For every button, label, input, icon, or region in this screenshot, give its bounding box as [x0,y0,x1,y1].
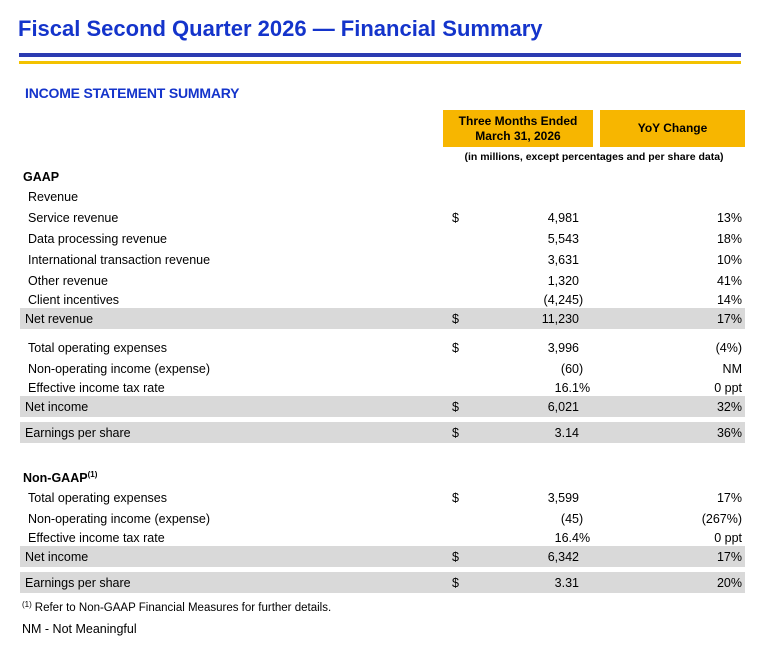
yoy-value: 18% [716,231,742,246]
amount-value: (60 [560,361,579,376]
non-gaap-heading-text: Non-GAAP [23,471,88,485]
row-label: Earnings per share [25,425,131,440]
period-header-line1: Three Months Ended [458,114,578,128]
column-header-period [443,110,593,147]
yoy-value: 13% [716,210,742,225]
row-non-operating-income [20,358,745,379]
dollar-sign: $ [452,490,459,505]
page-title: Fiscal Second Quarter 2026 — Financial Summary [18,16,543,41]
amount-suffix: ) [579,511,584,526]
footnote-1 [22,600,331,614]
column-header-yoy: YoY Change [600,110,745,147]
amount-suffix: ) [579,292,584,307]
yoy-value: 14% [716,292,742,307]
row-label: Earnings per share [25,575,131,590]
dollar-sign: $ [452,311,459,326]
yoy-value: 32% [716,399,742,414]
row-revenue [20,186,745,207]
row-net-income [20,396,745,417]
amount-value: (4,245 [543,292,579,307]
row-label: Effective income tax rate [28,530,165,545]
row-label: Revenue [28,189,79,204]
row-label: Data processing revenue [28,231,167,246]
yoy-value: NM [722,361,742,376]
amount-value: 3.14 [554,425,579,440]
income-statement-table [20,165,745,593]
amount-value: 6,021 [547,399,579,414]
amount-value: 3,996 [547,340,579,355]
title-rule-blue [19,53,741,57]
row-ng-earnings-per-share [20,572,745,593]
amount-value: 6,342 [547,549,579,564]
title-rule-gold [19,61,741,64]
row-client-incentives [20,291,745,308]
row-ng-total-operating-expenses [20,487,745,508]
yoy-value: 20% [716,575,742,590]
amount-value: 5,543 [547,231,579,246]
row-label: Client incentives [28,292,120,307]
yoy-value: 0 ppt [714,380,742,395]
gaap-heading-label [20,167,445,184]
amount-suffix: ) [579,361,584,376]
row-label: Service revenue [28,210,119,225]
yoy-value: 10% [716,252,742,267]
amount-value: 3,599 [547,490,579,505]
amount-value: (45 [560,511,579,526]
dollar-sign: $ [452,210,459,225]
row-ng-net-income [20,546,745,567]
yoy-value: 0 ppt [714,530,742,545]
row-other-revenue [20,270,745,291]
nm-definition: NM - Not Meaningful [22,622,137,636]
yoy-value: 41% [716,273,742,288]
dollar-sign: $ [452,425,459,440]
yoy-value: 17% [716,549,742,564]
amount-suffix: % [579,380,591,395]
row-label: Net revenue [25,311,94,326]
row-label: Net income [25,399,89,414]
amount-value: 3,631 [547,252,579,267]
row-label: Total operating expenses [28,490,167,505]
row-non-gaap-heading [20,466,745,487]
yoy-value: (4%) [715,340,742,355]
non-gaap-heading-sup: (1) [87,470,98,479]
row-label: International transaction revenue [28,252,211,267]
dollar-sign: $ [452,340,459,355]
yoy-value: (267%) [701,511,742,526]
row-data-processing-revenue [20,228,745,249]
period-header-line2: March 31, 2026 [475,129,561,143]
row-label: Non-operating income (expense) [28,361,211,376]
dollar-sign: $ [452,549,459,564]
dollar-sign: $ [452,575,459,590]
amount-value: 11,230 [541,311,579,326]
yoy-value: 36% [716,425,742,440]
row-label: Non-operating income (expense) [28,511,211,526]
row-ng-effective-income-tax-rate [20,529,745,546]
row-service-revenue [20,207,745,228]
row-effective-income-tax-rate [20,379,745,396]
section-heading: INCOME STATEMENT SUMMARY [25,85,240,101]
amount-value: 3.31 [554,575,579,590]
amount-value: 1,320 [547,273,579,288]
row-label: Net income [25,549,89,564]
footnote-1-marker: (1) [22,600,32,609]
row-international-transaction-revenue [20,249,745,270]
row-label: Other revenue [28,273,108,288]
yoy-value: 17% [716,311,742,326]
row-earnings-per-share [20,422,745,443]
dollar-sign: $ [452,399,459,414]
amount-value: 16.1 [554,380,579,395]
units-note: (in millions, except percentages and per share data) [464,151,724,163]
row-label: Total operating expenses [28,340,167,355]
yoy-value: 17% [716,490,742,505]
amount-value: 16.4 [554,530,579,545]
gaap-heading-text: GAAP [23,170,60,184]
row-net-revenue [20,308,745,329]
row-total-operating-expenses [20,337,745,358]
non-gaap-heading-label [20,468,445,485]
row-label: Effective income tax rate [28,380,165,395]
amount-suffix: % [579,530,591,545]
amount-value: 4,981 [547,210,579,225]
row-ng-non-operating-income [20,508,745,529]
footnote-1-text: Refer to Non-GAAP Financial Measures for further details. [34,602,332,614]
row-gaap-heading [20,165,745,186]
